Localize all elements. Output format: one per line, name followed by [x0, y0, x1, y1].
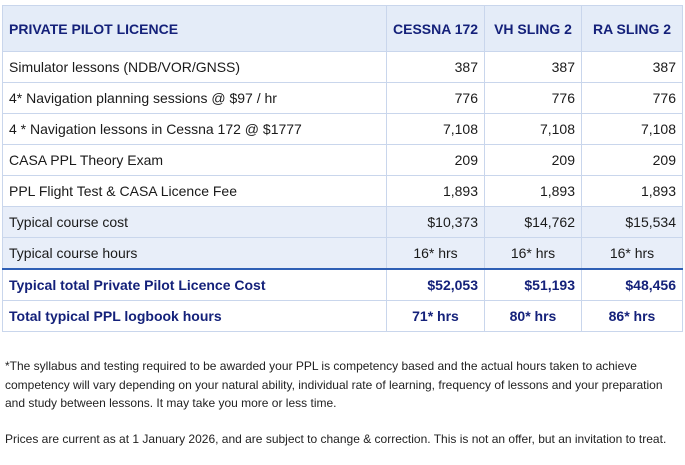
- cell-vh-sling-2: 209: [485, 145, 582, 176]
- cell-ra-sling-2: 387: [582, 52, 683, 83]
- cell-ra-sling-2: $48,456: [582, 269, 683, 301]
- ppl-cost-table: [2, 5, 683, 332]
- cell-vh-sling-2: 1,893: [485, 176, 582, 207]
- row-label: Typical total Private Pilot Licence Cost: [3, 269, 387, 301]
- cell-vh-sling-2: $51,193: [485, 269, 582, 301]
- cell-cessna-172: $52,053: [387, 269, 485, 301]
- row-label: Typical course cost: [3, 207, 387, 238]
- header-vh-sling-2: VH SLING 2: [485, 6, 582, 52]
- cell-cessna-172: 71* hrs: [387, 301, 485, 332]
- cell-ra-sling-2: 209: [582, 145, 683, 176]
- cell-ra-sling-2: 776: [582, 83, 683, 114]
- table-row-navigation-lessons: [3, 114, 683, 145]
- cell-cessna-172: 776: [387, 83, 485, 114]
- cell-vh-sling-2: 776: [485, 83, 582, 114]
- cell-vh-sling-2: $14,762: [485, 207, 582, 238]
- cell-vh-sling-2: 387: [485, 52, 582, 83]
- header-private-pilot-licence: PRIVATE PILOT LICENCE: [3, 6, 387, 52]
- table-row-flight-test: [3, 176, 683, 207]
- table-row-navigation-planning: [3, 83, 683, 114]
- row-label: CASA PPL Theory Exam: [3, 145, 387, 176]
- cell-vh-sling-2: 16* hrs: [485, 238, 582, 270]
- cell-cessna-172: $10,373: [387, 207, 485, 238]
- cell-cessna-172: 7,108: [387, 114, 485, 145]
- table-row-theory-exam: [3, 145, 683, 176]
- cell-ra-sling-2: 7,108: [582, 114, 683, 145]
- cell-vh-sling-2: 80* hrs: [485, 301, 582, 332]
- cell-ra-sling-2: 86* hrs: [582, 301, 683, 332]
- cell-ra-sling-2: 1,893: [582, 176, 683, 207]
- cell-ra-sling-2: $15,534: [582, 207, 683, 238]
- header-cessna-172: CESSNA 172: [387, 6, 485, 52]
- cell-cessna-172: 387: [387, 52, 485, 83]
- table-row-course-hours: [3, 238, 683, 270]
- row-label: 4 * Navigation lessons in Cessna 172 @ $1777: [3, 114, 387, 145]
- table-row-course-cost: [3, 207, 683, 238]
- table-header-row: [3, 6, 683, 52]
- header-ra-sling-2: RA SLING 2: [582, 6, 683, 52]
- prices-note: Prices are current as at 1 January 2026, and are subject to change & correction. This is not an offer, but an invitation to treat.: [5, 431, 667, 446]
- cell-cessna-172: 16* hrs: [387, 238, 485, 270]
- syllabus-note: *The syllabus and testing required to be awarded your PPL is competency based and the actual hours taken to achieve competency will vary depending on your natural ability, individual rate of learning, frequency of lessons and your preparation and study between lessons. It may take you more or less time.: [5, 359, 663, 410]
- table-row-total-cost: [3, 269, 683, 301]
- footnotes: [5, 357, 683, 465]
- cell-cessna-172: 1,893: [387, 176, 485, 207]
- table-row-total-hours: [3, 301, 683, 332]
- cell-cessna-172: 209: [387, 145, 485, 176]
- row-label: Total typical PPL logbook hours: [3, 301, 387, 332]
- row-label: PPL Flight Test & CASA Licence Fee: [3, 176, 387, 207]
- cell-ra-sling-2: 16* hrs: [582, 238, 683, 270]
- table-row-simulator-lessons: [3, 52, 683, 83]
- row-label: Typical course hours: [3, 238, 387, 270]
- row-label: Simulator lessons (NDB/VOR/GNSS): [3, 52, 387, 83]
- row-label: 4* Navigation planning sessions @ $97 / hr: [3, 83, 387, 114]
- cell-vh-sling-2: 7,108: [485, 114, 582, 145]
